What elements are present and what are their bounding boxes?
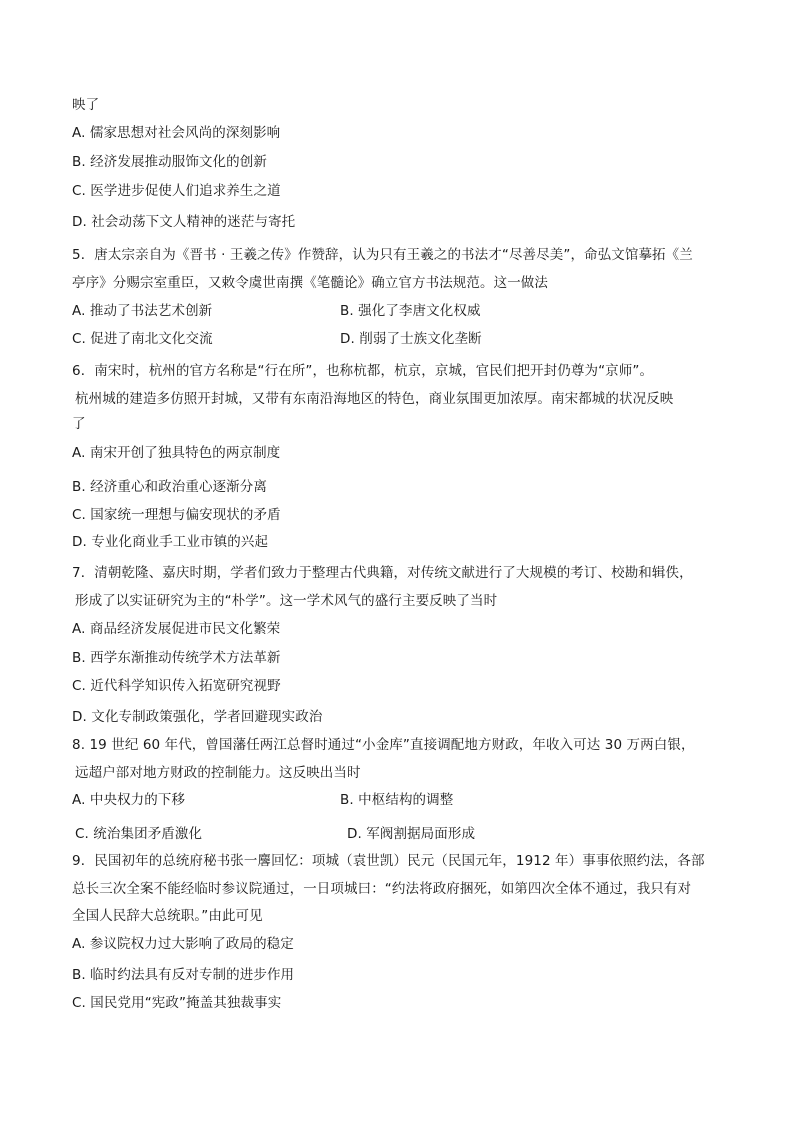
question-7-option-c: C. 近代科学知识传入拓宽研究视野 — [72, 678, 281, 694]
question-8-option-c: C. 统治集团矛盾激化 — [75, 826, 203, 842]
question-7-stem-line-1: 7．清朝乾隆、嘉庆时期，学者们致力于整理古代典籍，对传统文献进行了大规模的考订、校勘和辑佚， — [72, 565, 693, 581]
question-9-option-a: A. 参议院权力过大影响了政局的稳定 — [72, 936, 294, 952]
question-5-stem-line-1: 5．唐太宗亲自为《晋书 · 王羲之传》作赞辞，认为只有王羲之的书法才“尽善尽美”，命弘文馆摹拓《兰 — [72, 247, 693, 263]
question-4-option-c: C. 医学进步促使人们追求养生之道 — [72, 183, 281, 199]
question-6-stem-line-2: 杭州城的建造多仿照开封城，又带有东南沿海地区的特色，商业氛围更加浓厚。南宋都城的状况反映 — [75, 391, 674, 407]
question-8-option-d: D. 军阀割据局面形成 — [347, 826, 476, 842]
question-4-option-a: A. 儒家思想对社会风尚的深刻影响 — [72, 125, 281, 141]
question-8-option-b: B. 中枢结构的调整 — [340, 792, 454, 808]
question-8-stem-line-1: 8. 19 世纪 60 年代，曾国藩任两江总督时通过“小金库”直接调配地方财政，年收入可达 30 万两白银， — [72, 737, 695, 753]
question-7-option-a: A. 商品经济发展促进市民文化繁荣 — [72, 621, 281, 637]
question-5-option-b: B. 强化了李唐文化权威 — [340, 303, 481, 319]
question-8-stem-line-2: 远超户部对地方财政的控制能力。这反映出当时 — [75, 765, 361, 781]
question-5-option-a: A. 推动了书法艺术创新 — [72, 303, 213, 319]
question-9-stem-line-3: 全国人民辞大总统职。”由此可见 — [72, 908, 263, 924]
question-6-stem-line-3: 了 — [72, 416, 86, 432]
question-7-option-d: D. 文化专制政策强化，学者回避现实政治 — [72, 709, 323, 725]
question-7-stem-line-2: 形成了以实证研究为主的“朴学”。这一学术风气的盛行主要反映了当时 — [75, 593, 498, 609]
question-6-option-a: A. 南宋开创了独具特色的两京制度 — [72, 445, 281, 461]
question-6-stem-line-1: 6．南宋时，杭州的官方名称是“行在所”，也称杭都，杭京，京城，官民们把开封仍尊为“京师”。 — [72, 363, 654, 379]
question-9-option-b: B. 临时约法具有反对专制的进步作用 — [72, 967, 295, 983]
question-6-option-d: D. 专业化商业手工业市镇的兴起 — [72, 534, 269, 550]
question-4-option-b: B. 经济发展推动服饰文化的创新 — [72, 154, 267, 170]
question-9-stem-line-1: 9．民国初年的总统府秘书张一麐回忆：项城（袁世凯）民元（民国元年，1912 年）事事依照约法，各部 — [72, 853, 705, 869]
question-5-option-d: D. 削弱了士族文化垄断 — [340, 331, 482, 347]
question-5-stem-line-2: 亭序》分赐宗室重臣，又敕令虞世南撰《笔髓论》确立官方书法规范。这一做法 — [72, 275, 548, 291]
question-4-option-d: D. 社会动荡下文人精神的迷茫与寄托 — [72, 214, 296, 230]
question-5-option-c: C. 促进了南北文化交流 — [72, 331, 213, 347]
question-6-option-c: C. 国家统一理想与偏安现状的矛盾 — [72, 507, 281, 523]
question-6-option-b: B. 经济重心和政治重心逐渐分离 — [72, 479, 267, 495]
question-9-option-c: C. 国民党用“宪政”掩盖其独裁事实 — [72, 995, 282, 1011]
question-7-option-b: B. 西学东渐推动传统学术方法革新 — [72, 650, 281, 666]
question-4-stem-end: 映了 — [72, 97, 100, 113]
question-9-stem-line-2: 总长三次全案不能经临时参议院通过，一日项城曰：“约法将政府捆死，如第四次全体不通过，我只有对 — [72, 881, 692, 897]
question-8-option-a: A. 中央权力的下移 — [72, 792, 186, 808]
